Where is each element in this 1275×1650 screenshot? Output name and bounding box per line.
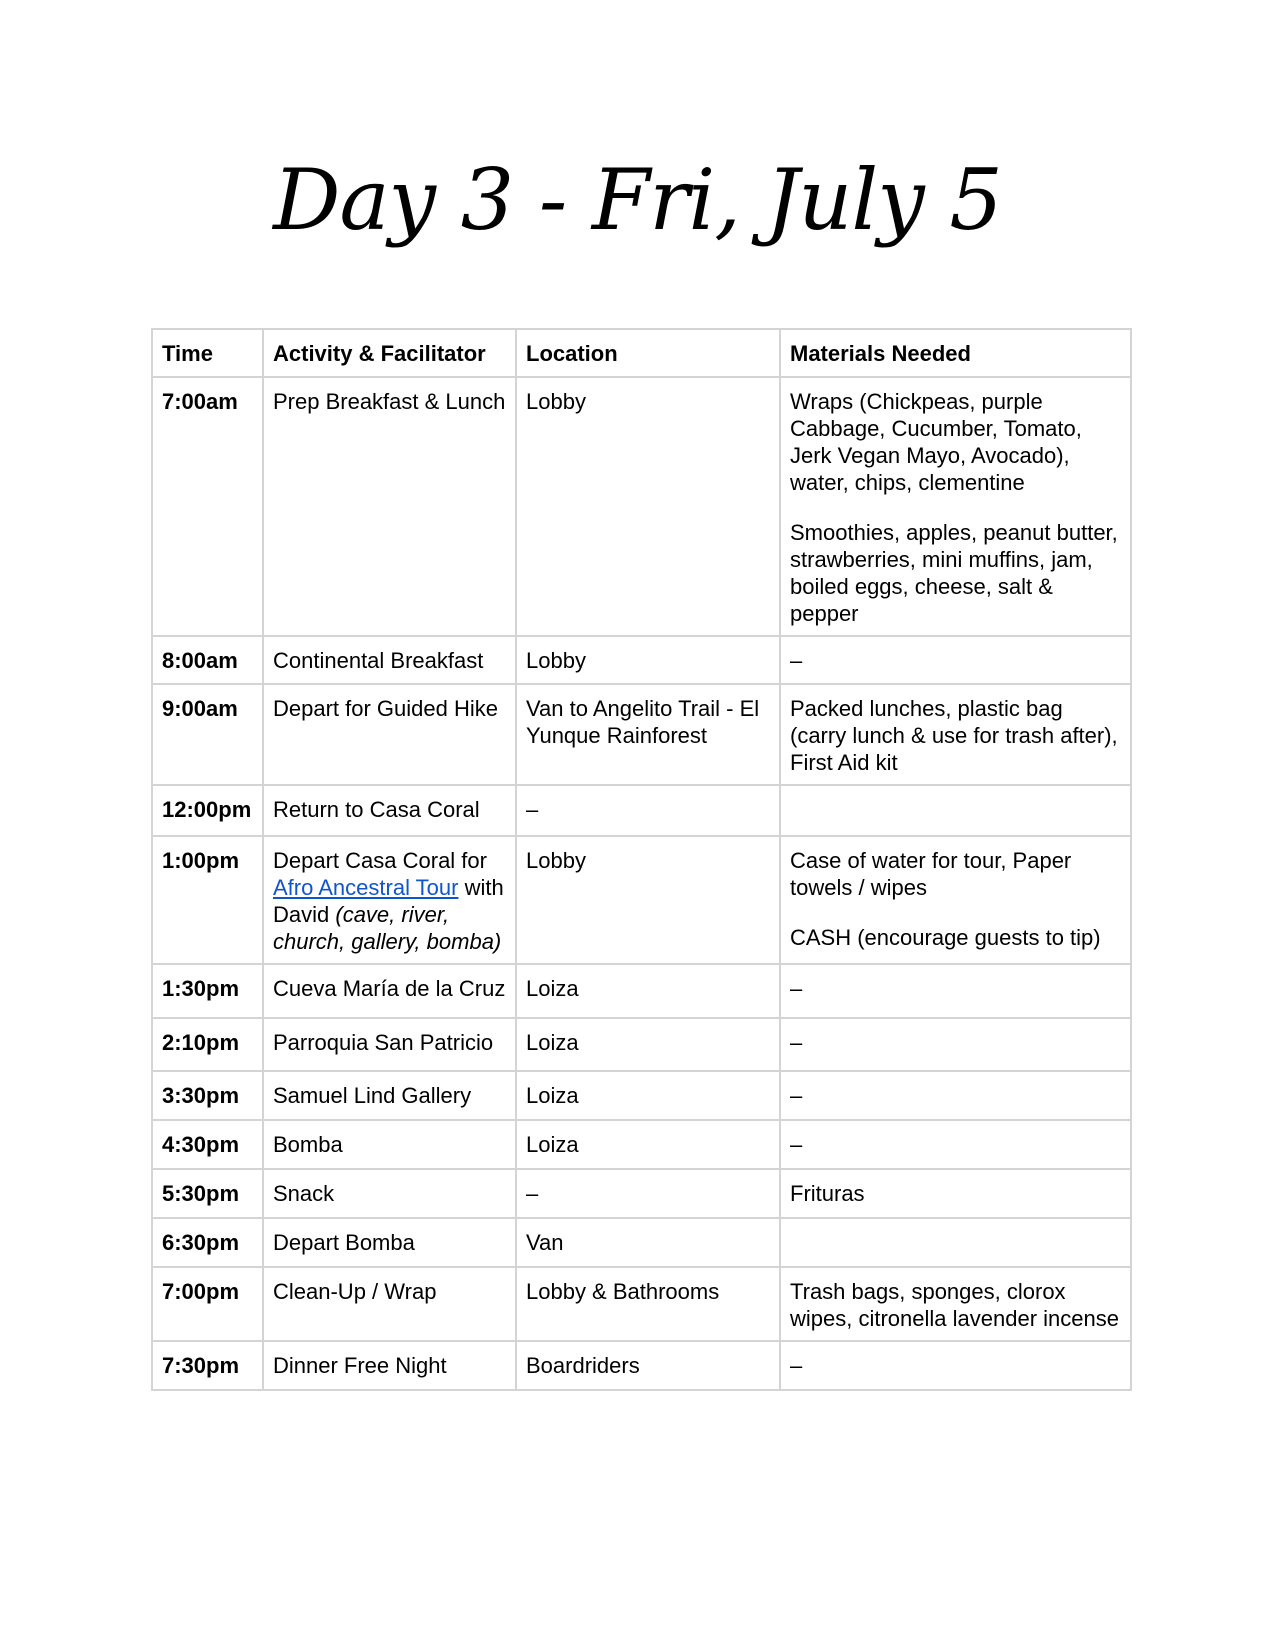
materials-text: Wraps (Chickpeas, purple Cabbage, Cucumber, Tomato, Jerk Vegan Mayo, Avocado), water, chips, clementine — [790, 389, 1082, 495]
materials-cell — [780, 964, 1131, 1018]
location-cell: Loiza — [516, 964, 780, 1018]
materials-cell — [780, 1018, 1131, 1071]
location-cell: Loiza — [516, 1120, 780, 1169]
table-row — [152, 1071, 1131, 1120]
location-cell: Van to Angelito Trail - El Yunque Rainforest — [516, 684, 780, 785]
materials-cell — [780, 1169, 1131, 1218]
table-row — [152, 836, 1131, 964]
location-cell: Loiza — [516, 1018, 780, 1071]
time-cell: 5:30pm — [152, 1169, 263, 1218]
schedule-table — [151, 328, 1132, 1391]
header-row — [152, 329, 1131, 377]
time-cell: 7:30pm — [152, 1341, 263, 1390]
materials-cell — [780, 1341, 1131, 1390]
materials-cell — [780, 1267, 1131, 1341]
materials-text: Smoothies, apples, peanut butter, strawberries, mini muffins, jam, boiled eggs, cheese, salt & pepper — [790, 520, 1118, 626]
time-cell: 3:30pm — [152, 1071, 263, 1120]
table-row — [152, 377, 1131, 636]
table-row — [152, 684, 1131, 785]
materials-cell — [780, 785, 1131, 836]
location-cell: Van — [516, 1218, 780, 1267]
header-location: Location — [516, 329, 780, 377]
activity-cell: Return to Casa Coral — [263, 785, 516, 836]
location-cell: Lobby — [516, 636, 780, 684]
location-cell: Lobby — [516, 836, 780, 964]
materials-cell — [780, 1120, 1131, 1169]
time-cell: 8:00am — [152, 636, 263, 684]
time-cell: 9:00am — [152, 684, 263, 785]
time-cell: 6:30pm — [152, 1218, 263, 1267]
materials-text: – — [790, 1132, 803, 1157]
table-row — [152, 1169, 1131, 1218]
location-cell: Lobby — [516, 377, 780, 636]
table-row — [152, 1341, 1131, 1390]
activity-cell: Depart for Guided Hike — [263, 684, 516, 785]
location-cell: Boardriders — [516, 1341, 780, 1390]
materials-text: CASH (encourage guests to tip) — [790, 925, 1101, 950]
materials-cell — [780, 636, 1131, 684]
activity-cell: Cueva María de la Cruz — [263, 964, 516, 1018]
location-cell: Loiza — [516, 1071, 780, 1120]
materials-text: – — [790, 1030, 803, 1055]
page-title: Day 3 - Fri, July 5 — [273, 151, 1002, 249]
time-cell: 7:00am — [152, 377, 263, 636]
activity-cell: Dinner Free Night — [263, 1341, 516, 1390]
time-cell: 1:00pm — [152, 836, 263, 964]
activity-cell: Parroquia San Patricio — [263, 1018, 516, 1071]
header-time: Time — [152, 329, 263, 377]
afro-ancestral-tour-link[interactable]: Afro Ancestral Tour — [273, 875, 459, 900]
materials-text: Case of water for tour, Paper towels / wipes — [790, 848, 1072, 900]
header-materials: Materials Needed — [780, 329, 1131, 377]
activity-cell: Snack — [263, 1169, 516, 1218]
activity-cell: Continental Breakfast — [263, 636, 516, 684]
header-activity: Activity & Facilitator — [263, 329, 516, 377]
materials-cell — [780, 1218, 1131, 1267]
materials-text: Frituras — [790, 1181, 865, 1206]
materials-cell — [780, 1071, 1131, 1120]
table-row — [152, 785, 1131, 836]
time-cell: 1:30pm — [152, 964, 263, 1018]
location-cell: – — [516, 785, 780, 836]
table-row — [152, 1218, 1131, 1267]
activity-text: with David — [273, 875, 504, 927]
materials-text: – — [790, 976, 803, 1001]
materials-text: – — [790, 1083, 803, 1108]
activity-text: Depart Casa Coral for — [273, 848, 487, 873]
activity-cell: Depart Bomba — [263, 1218, 516, 1267]
activity-cell: Samuel Lind Gallery — [263, 1071, 516, 1120]
table-row — [152, 1018, 1131, 1071]
activity-cell: Prep Breakfast & Lunch — [263, 377, 516, 636]
materials-text: – — [790, 1353, 803, 1378]
table-row — [152, 1120, 1131, 1169]
location-cell: – — [516, 1169, 780, 1218]
materials-text: Trash bags, sponges, clorox wipes, citronella lavender incense — [790, 1279, 1119, 1331]
activity-cell: Clean-Up / Wrap — [263, 1267, 516, 1341]
materials-cell — [780, 377, 1131, 636]
time-cell: 7:00pm — [152, 1267, 263, 1341]
materials-cell — [780, 836, 1131, 964]
activity-cell: Bomba — [263, 1120, 516, 1169]
time-cell: 12:00pm — [152, 785, 263, 836]
location-cell: Lobby & Bathrooms — [516, 1267, 780, 1341]
table-row — [152, 964, 1131, 1018]
materials-cell — [780, 684, 1131, 785]
activity-note: (cave, river, church, gallery, bomba) — [273, 902, 502, 954]
materials-text: Packed lunches, plastic bag (carry lunch & use for trash after), First Aid kit — [790, 696, 1118, 775]
table-row — [152, 1267, 1131, 1341]
time-cell: 4:30pm — [152, 1120, 263, 1169]
time-cell: 2:10pm — [152, 1018, 263, 1071]
activity-cell — [263, 836, 516, 964]
table-row — [152, 636, 1131, 684]
materials-text: – — [790, 648, 803, 673]
